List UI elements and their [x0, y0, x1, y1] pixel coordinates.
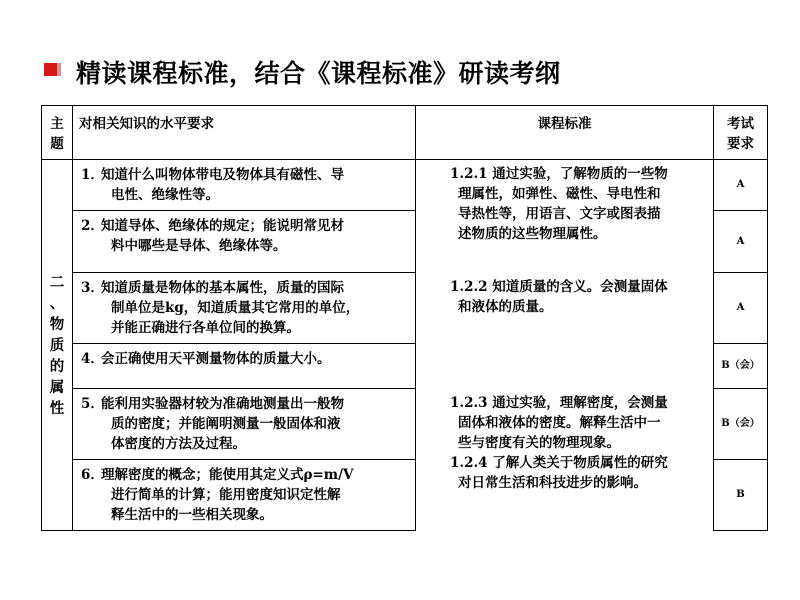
level-cell: A	[714, 160, 768, 211]
requirement-cell: 5．能利用实验器材较为准确地测量出一般物 质的密度；并能阐明测量一般固体和液 体密度的方法及过程。	[73, 389, 416, 460]
header-standard: 课程标准	[416, 106, 714, 160]
requirement-cell: 6．理解密度的概念；能使用其定义式ρ=m/V 进行简单的计算；能用密度知识定性解 释生活中的一些相关现象。	[73, 460, 416, 531]
table-row	[42, 273, 768, 344]
requirement-cell: 2．知道导体、绝缘体的规定；能说明常见材 料中哪些是导体、绝缘体等。	[73, 211, 416, 273]
table-header-row	[42, 106, 768, 160]
standards-table	[41, 105, 768, 531]
header-requirement: 对相关知识的水平要求	[73, 106, 416, 160]
level-cell: A	[714, 211, 768, 273]
level-cell: B（会）	[714, 344, 768, 389]
table-row	[42, 160, 768, 211]
requirement-cell: 4．会正确使用天平测量物体的质量大小。	[73, 344, 416, 389]
requirement-cell: 3．知道质量是物体的基本属性，质量的国际 制单位是kg，知道质量其它常用的单位， 并能正确进行各单位间的换算。	[73, 273, 416, 344]
level-cell: B	[714, 460, 768, 531]
standard-cell: 1.2.3 通过实验，理解密度，会测量 固体和液体的密度。解释生活中一 些与密度有关的物理现象。 1.2.4 了解人类关于物质属性的研究 对日常生活和科技进步的影响。	[416, 389, 714, 531]
title-bullet	[44, 63, 57, 76]
table-row	[42, 389, 768, 460]
level-cell: A	[714, 273, 768, 344]
topic-cell: 二 、 物 质 的 属 性	[42, 160, 73, 531]
requirement-cell: 1．知道什么叫物体带电及物体具有磁性、导 电性、绝缘性等。	[73, 160, 416, 211]
page-title: 精读课程标准，结合《课程标准》研读考纲	[76, 59, 561, 88]
header-topic: 主 题	[42, 106, 73, 160]
standard-cell: 1.2.2 知道质量的含义。会测量固体 和液体的质量。	[416, 273, 714, 389]
standard-cell: 1.2.1 通过实验，了解物质的一些物 理属性，如弹性、磁性、导电性和 导热性等，用语言、文字或图表描 述物质的这些物理属性。	[416, 160, 714, 273]
level-cell: B（会）	[714, 389, 768, 460]
header-level: 考试 要求	[714, 106, 768, 160]
